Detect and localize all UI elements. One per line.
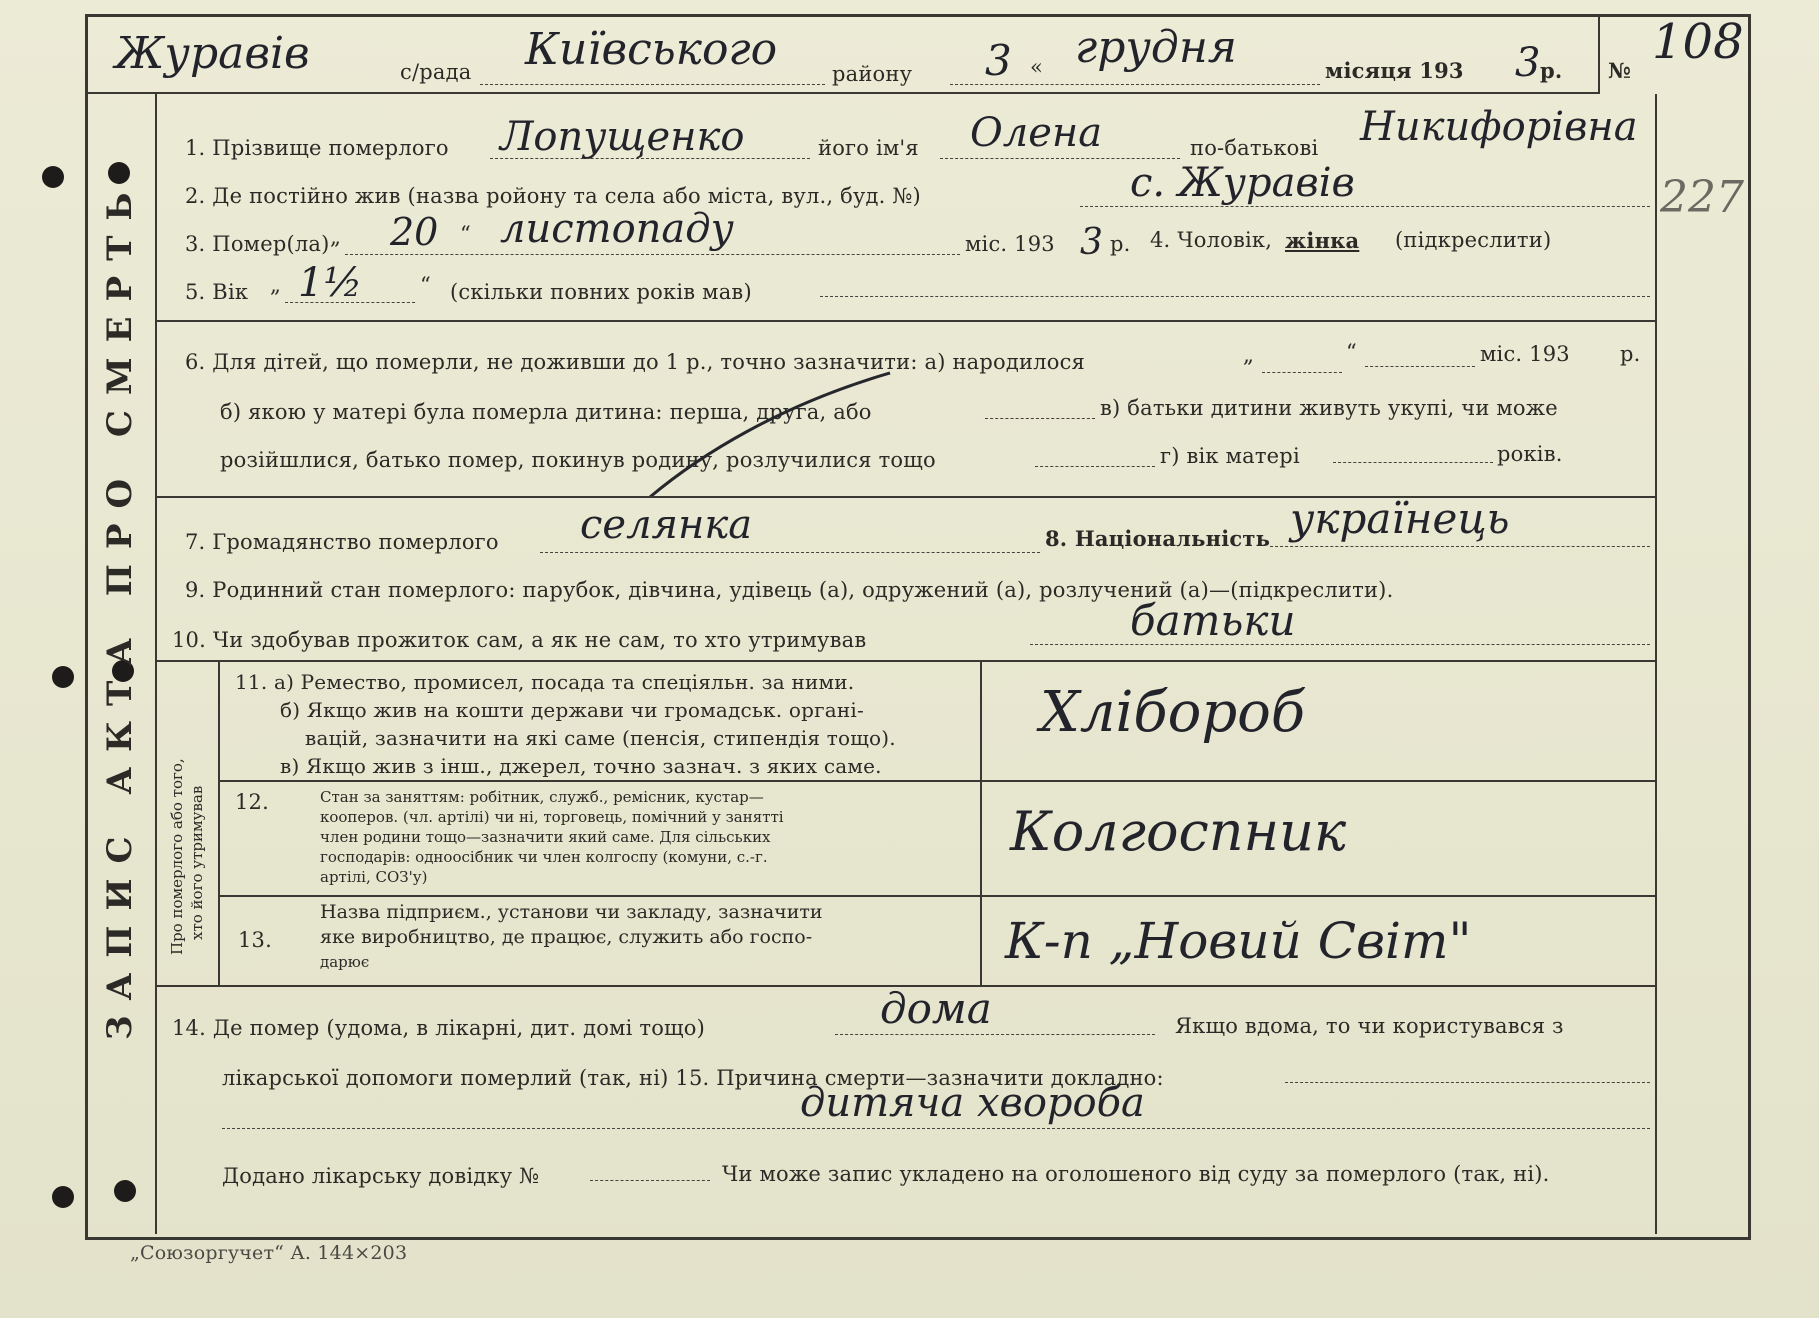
field-6-line1: 6. Для дітей, що померли, не доживши до 1 р., точно зазначити: а) народилося xyxy=(185,350,1085,374)
occupation-row-divider xyxy=(218,780,1655,782)
field-6-line2b: в) батьки дитини живуть укупі, чи може xyxy=(1100,396,1558,420)
section-divider xyxy=(155,320,1655,322)
header-divider xyxy=(85,92,1600,94)
date-month-handwritten: грудня xyxy=(1075,22,1237,73)
death-place-handwritten: дома xyxy=(880,984,992,1033)
field-13-l1: Назва підприєм., установи чи закладу, зазначити xyxy=(320,901,823,923)
surname-line xyxy=(490,158,810,159)
age-line xyxy=(285,302,415,303)
printer-imprint: „Союзоргучет“ А. 144×203 xyxy=(130,1242,408,1264)
year-handwritten: 3 xyxy=(1515,40,1541,86)
child-order-line xyxy=(985,418,1095,419)
death-month-handwritten: листопаду xyxy=(500,206,734,252)
field-12-l4: господарів: одноосібник чи член колгоспу (комуни, с.-г. xyxy=(320,848,768,866)
right-margin-column xyxy=(1655,94,1657,1234)
name-handwritten: Олена xyxy=(970,110,1103,156)
employment-status-handwritten: Колгоспник xyxy=(1010,800,1347,863)
age-note-line xyxy=(820,296,1650,297)
punch-hole xyxy=(52,1186,74,1208)
patronymic-handwritten: Никифорівна xyxy=(1360,104,1638,150)
mother-age-line xyxy=(1333,462,1493,463)
field-4-note: (підкреслити) xyxy=(1395,228,1552,252)
field-13-num: 13. xyxy=(238,928,272,952)
age-quote-close: “ xyxy=(420,273,431,297)
field-12-l5: артілі, СОЗ'у) xyxy=(320,868,428,886)
strike-through-stroke xyxy=(640,365,900,505)
death-year-handwritten: 3 xyxy=(1080,222,1103,263)
number-label: № xyxy=(1608,58,1632,83)
year-suffix: р. xyxy=(1540,58,1563,83)
srada-line xyxy=(480,84,825,85)
field-12-l1: Стан за заняттям: робітник, служб., ремісник, кустар— xyxy=(320,788,764,806)
death-day-handwritten: 20 xyxy=(390,210,439,254)
medical-certificate-label: Додано лікарську довідку № xyxy=(222,1164,540,1188)
field-14-label: 14. Де помер (удома, в лікарні, дит. домі тощо) xyxy=(172,1016,706,1040)
field-8-label: 8. Національність xyxy=(1045,526,1271,551)
parents-line xyxy=(1035,466,1155,467)
field-2-label: 2. Де постійно жив (назва ройону та села або міста, вул., буд. №) xyxy=(185,184,921,208)
field-12-num: 12. xyxy=(235,790,269,814)
side-subtitle-1: Про померлого або того, xyxy=(168,758,186,955)
field-14-tail: Якщо вдома, то чи користувався з xyxy=(1175,1014,1564,1038)
field-11-b1: б) Якщо жив на кошти держави чи громадськ. органі- xyxy=(280,698,864,722)
field-13-l3: дарює xyxy=(320,953,370,971)
side-subtitle-2: хто його утримував xyxy=(188,785,206,940)
field-6-quote-close: “ xyxy=(1346,340,1357,364)
section-divider xyxy=(155,660,1655,662)
citizenship-handwritten: селянка xyxy=(580,502,753,548)
field-6-line2a: б) якою у матері була померла дитина: перша, друга, або xyxy=(220,400,872,424)
surname-handwritten: Лопущенко xyxy=(500,114,745,160)
field-5-note: (скільки повних років мав) xyxy=(450,280,752,304)
field-4-label: 4. Чоловік, xyxy=(1150,228,1273,252)
field-11-c: в) Якщо жив з інш., джерел, точно зазнач. з яких саме. xyxy=(280,754,882,778)
field-15-label: лікарської допомоги померлий (так, ні) 15. Причина смерти—зазначити докладно: xyxy=(222,1066,1164,1090)
medical-certificate-line xyxy=(590,1180,710,1181)
month-label: місяця 193 xyxy=(1325,58,1464,83)
side-title: ЗАПИС АКТА ПРО СМЕРТЬ xyxy=(100,177,140,1040)
nationality-handwritten: українець xyxy=(1290,494,1510,543)
margin-number-handwritten: 227 xyxy=(1660,172,1744,223)
field-9-label: 9. Родинний стан померлого: парубок, дівчина, удівець (а), одружений (а), розлучений (а)—(підкреслити). xyxy=(185,578,1394,602)
village-handwritten: Журавів xyxy=(115,28,310,79)
srada-handwritten: Київського xyxy=(525,24,778,75)
birth-month-line xyxy=(1365,366,1475,367)
field-1-label: 1. Прізвище померлого xyxy=(185,136,449,160)
date-line xyxy=(950,84,1320,85)
field-4-female: жінка xyxy=(1285,228,1360,253)
field-1-patronymic-label: по-батькові xyxy=(1190,136,1319,160)
field-1-name-label: його ім'я xyxy=(818,136,919,160)
punch-hole xyxy=(42,166,64,188)
occupation-block-left xyxy=(218,660,220,985)
death-date-line xyxy=(345,254,960,255)
cause-line xyxy=(1285,1082,1650,1083)
age-handwritten: 1½ xyxy=(298,260,363,306)
field-6-quote-open: „ xyxy=(1243,343,1255,367)
field-5-label: 5. Вік xyxy=(185,280,249,304)
field-10-label: 10. Чи здобував прожиток сам, а як не сам, то хто утримував xyxy=(172,628,867,652)
cause-line-2 xyxy=(222,1128,1650,1129)
field-12-l3: член родини тощо—зазначити який саме. Для сільських xyxy=(320,828,771,846)
occupation-block-mid xyxy=(980,660,982,985)
cause-of-death-handwritten: дитяча хвороба xyxy=(800,1080,1145,1126)
supporter-line xyxy=(1030,644,1650,645)
field-6-r: р. xyxy=(1620,342,1641,366)
number-box-left xyxy=(1598,14,1600,94)
workplace-handwritten: К-п „Новий Світ" xyxy=(1005,912,1472,970)
supporter-handwritten: батьки xyxy=(1130,596,1296,645)
field-3-label: 3. Помер(ла) xyxy=(185,232,330,256)
raion-label: району xyxy=(832,62,913,86)
death-place-line xyxy=(835,1034,1155,1035)
occupation-handwritten: Хлібороб xyxy=(1040,680,1306,745)
field-13-l2: яке виробництво, де працює, служить або госпо- xyxy=(320,926,813,948)
court-declared-label: Чи може запис укладено на оголошеного від суду за померлого (так, ні). xyxy=(722,1162,1550,1186)
nationality-line xyxy=(1270,546,1650,547)
field-6-mis: міс. 193 xyxy=(1480,342,1570,366)
number-handwritten: 108 xyxy=(1652,14,1744,70)
side-title-column xyxy=(155,94,157,1234)
field-7-label: 7. Громадянство померлого xyxy=(185,530,499,554)
field-12-l2: кооперов. (чл. артілі) чи ні, торговець, помічний у занятті xyxy=(320,808,784,826)
age-quote-open: „ xyxy=(270,273,282,297)
field-6-line3b: г) вік матері xyxy=(1160,444,1300,468)
residence-handwritten: с. Журавів xyxy=(1130,160,1355,206)
field-6-line3c: років. xyxy=(1497,442,1563,466)
field-11-b2: вацій, зазначити на які саме (пенсія, стипендія тощо). xyxy=(305,726,896,750)
date-day-handwritten: 3 xyxy=(985,36,1012,85)
field-6-line3a: розійшлися, батько помер, покинув родину, розлучилися тощо xyxy=(220,448,936,472)
name-line xyxy=(940,158,1180,159)
punch-hole xyxy=(52,666,74,688)
death-r-label: р. xyxy=(1110,232,1131,256)
date-quote: « xyxy=(1030,55,1044,79)
citizenship-line xyxy=(540,552,1040,553)
field-11-a: 11. а) Ремество, промисел, посада та спеціяльн. за ними. xyxy=(235,670,855,694)
occupation-row-divider xyxy=(218,895,1655,897)
death-day-quote-close: “ xyxy=(460,222,471,246)
srada-label: с/рада xyxy=(400,60,472,84)
birth-date-line xyxy=(1262,372,1342,373)
death-mis-label: міс. 193 xyxy=(965,232,1055,256)
death-day-quote-open: „ xyxy=(330,225,342,249)
residence-line xyxy=(1080,206,1650,207)
